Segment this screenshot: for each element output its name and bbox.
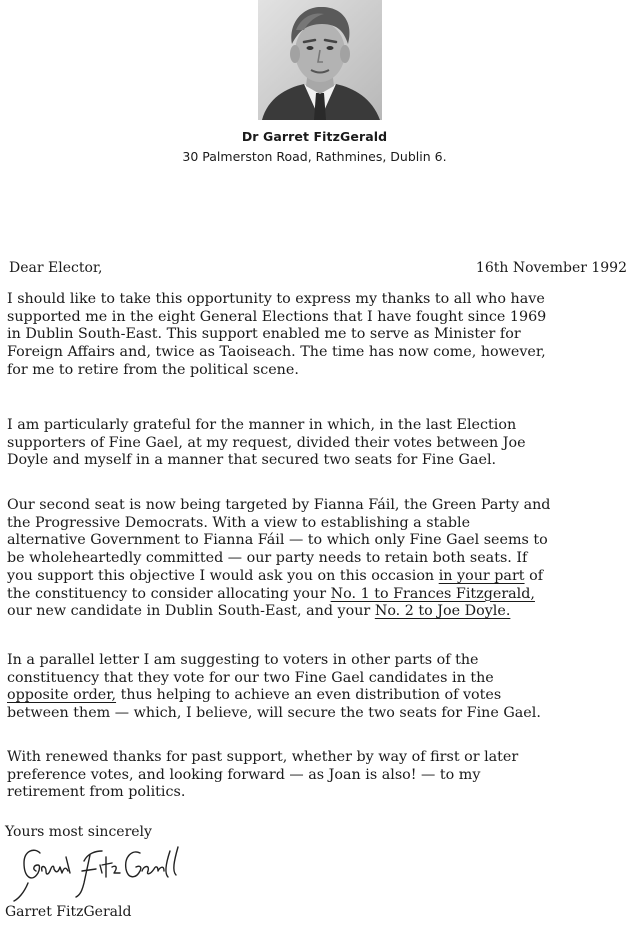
paragraph-line: retirement from politics. [7,784,186,801]
underlined-phrase: opposite order, [7,687,117,704]
closing-phrase: Yours most sincerely [5,824,152,840]
author-address: 30 Palmerston Road, Rathmines, Dublin 6. [182,149,447,164]
paragraph-line: I should like to take this opportunity to express my thanks to all who have [7,291,545,307]
paragraph-line: Our second seat is now being targeted by Fianna Fáil, the Green Party and [7,497,551,513]
paragraph-line: alternative Government to Fianna Fáil — to which only Fine Gael seems to [7,532,548,549]
author-portrait-photo [258,0,382,120]
paragraph-line: for me to retire from the political scene. [7,361,299,378]
paragraph-gratitude [7,417,627,470]
underlined-phrase: No. 1 to Frances Fitzgerald, [330,585,535,602]
paragraph-line: preference votes, and looking forward — as Joan is also! — to my [7,766,481,783]
paragraph-voting-request [7,497,627,621]
paragraph-line: Doyle and myself in a manner that secured two seats for Fine Gael. [7,452,497,469]
line-text: thus helping to achieve an even distribution of votes [116,687,502,704]
paragraph-line [7,568,627,586]
paragraph-thanks [7,291,627,380]
paragraph-parallel-letter [7,652,627,723]
paragraph-line: the Progressive Democrats. With a view to establishing a stable [7,514,471,531]
line-text: the constituency to consider allocating your [7,585,331,602]
line-text: you support this objective I would ask you on this occasion [7,567,439,584]
letter-date: 16th November 1992 [475,260,627,276]
underlined-phrase: No. 2 to Joe Doyle. [374,603,511,620]
paragraph-line: constituency that they vote for our two Fine Gael candidates in the [7,669,494,686]
paragraph-line: in Dublin South-East. This support enabled me to serve as Minister for [7,326,521,343]
signer-name: Garret FitzGerald [5,904,132,920]
paragraph-line [7,586,627,604]
salutation: Dear Elector, [9,260,103,276]
paragraph-line [7,603,627,621]
handwritten-signature [10,843,190,905]
paragraph-line: supporters of Fine Gael, at my request, divided their votes between Joe [7,434,526,451]
line-text: our new candidate in Dublin South-East, and your [7,603,375,620]
paragraph-line: With renewed thanks for past support, whether by way of first or later [7,749,519,765]
paragraph-line: supported me in the eight General Elections that I have fought since 1969 [7,308,547,325]
paragraph-line [7,687,627,705]
paragraph-line: In a parallel letter I am suggesting to voters in other parts of the [7,652,479,668]
underlined-phrase: in your part [438,567,525,584]
paragraph-line: be wholeheartedly committed — our party needs to retain both seats. If [7,550,528,567]
paragraph-line: Foreign Affairs and, twice as Taoiseach. The time has now come, however, [7,344,546,361]
paragraph-line: between them — which, I believe, will secure the two seats for Fine Gael. [7,705,541,722]
author-name: Dr Garret FitzGerald [241,129,388,144]
paragraph-line: I am particularly grateful for the manner in which, in the last Election [7,417,517,433]
line-text: of [524,567,543,584]
paragraph-renewed-thanks [7,749,627,802]
